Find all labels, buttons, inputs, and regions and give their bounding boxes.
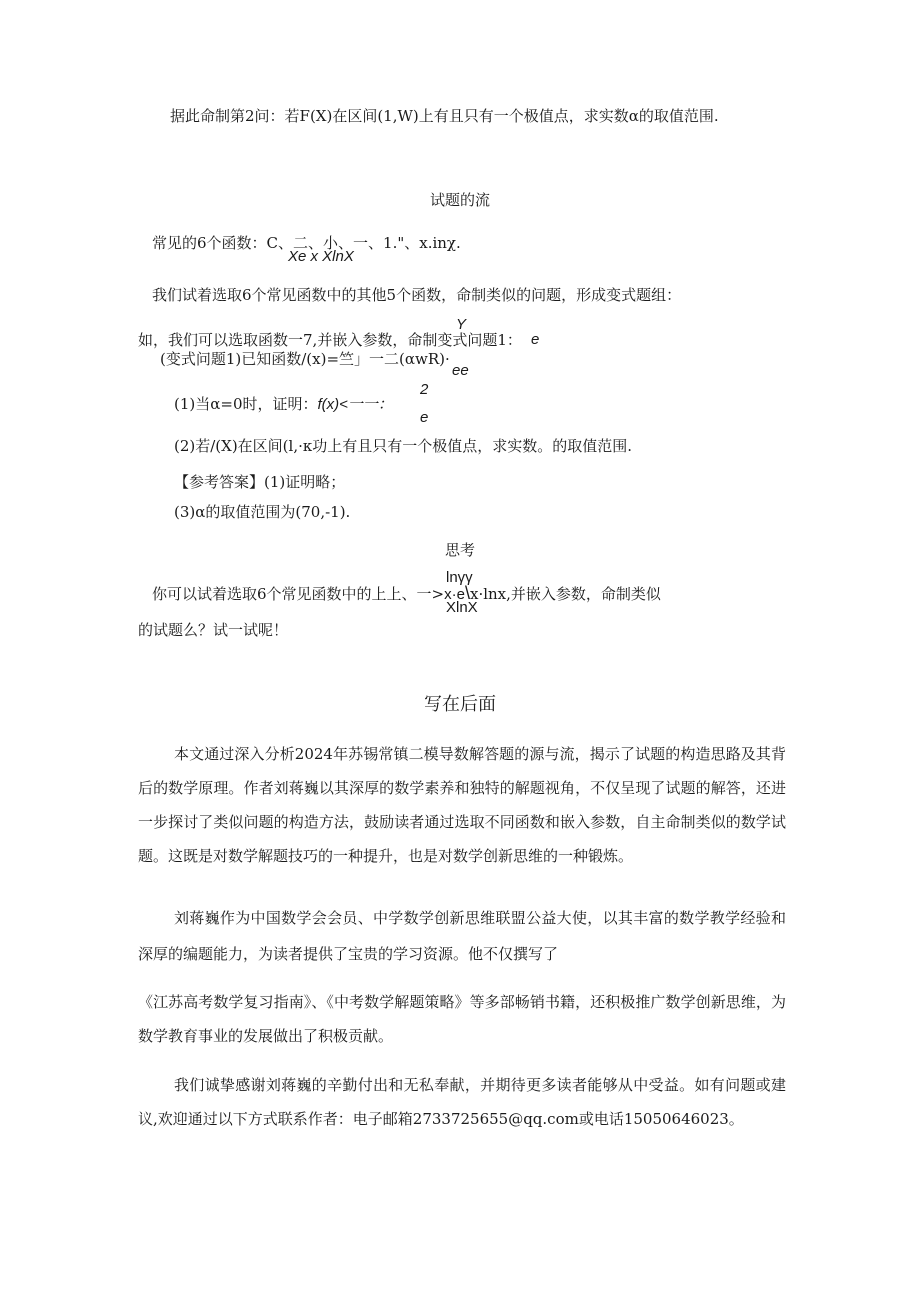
common-functions-denominators: Xe x XlnX — [288, 248, 354, 265]
fraction-numerator: 2 — [420, 381, 429, 398]
afterword-paragraph-2-cont — [138, 985, 786, 1053]
example-fraction-numerator: Y — [456, 316, 467, 333]
afterword-title: 写在后面 — [424, 694, 496, 714]
section-title-think: 思考 — [444, 541, 475, 559]
reference-answer — [174, 472, 345, 492]
section-title-flow: 试题的流 — [429, 191, 490, 209]
think-line — [152, 583, 661, 605]
answer-1: (1)证明略； — [264, 473, 346, 491]
afterword-paragraph-2b: 《江苏高考数学复习指南》、《中考数学解题策略》等多部畅销书籍，还积极推广数学创新思维，为数学教育事业的发展做出了积极贡献。 — [138, 993, 786, 1045]
think-line-2: 的试题么？试一试呢！ — [138, 621, 289, 639]
common-functions-line: 常见的6个函数：C、二、小、一、1."、x.inχ. — [152, 234, 461, 252]
variant-question-1: (变式问题1)已知函数/(x)=竺」一二(αwR)· — [160, 350, 450, 368]
part-2: (2)若/(X)在区间(l,·κ功上有且只有一个极值点，求实数。的取值范围. — [174, 437, 633, 455]
think-numerator: lnγγ — [446, 569, 473, 586]
part-1 — [174, 394, 393, 415]
example-line: 如，我们可以选取函数一7,并嵌入参数，命制变式问题1： — [138, 331, 522, 349]
part-1-text: (1)当α=0时，证明： — [174, 395, 318, 413]
think-text-a: 你可以试着选取6个常见函数中的上上、一> — [152, 585, 445, 603]
afterword-paragraph-1-text: 本文通过深入分析2024年苏锡常镇二模导数解答题的源与流，揭示了试题的构造思路及其背后的数学原理。作者刘蒋巍以其深厚的数学素养和独特的解题视角，不仅呈现了试题的解答，还进一步探讨了类似问题的构造方法，鼓励读者通过选取不同函数和嵌入参数，自主命制类似的数学试题。这既是对数学解题技巧的一种提升，也是对数学创新思维的一种锻炼。 — [138, 745, 786, 865]
think-backslash: \ — [464, 583, 470, 603]
answer-3: (3)α的取值范围为(70,-1). — [174, 503, 351, 521]
afterword-paragraph-2 — [138, 900, 786, 972]
think-text-b: x·lnx,并嵌入参数，命制类似 — [469, 585, 661, 603]
part-1-inequality: f(x)<一一： — [317, 396, 393, 413]
think-denominator: XlnX — [446, 599, 478, 616]
fraction-denominator: e — [420, 409, 429, 426]
afterword-paragraph-1 — [138, 737, 786, 873]
answer-label: 【参考答案】 — [174, 473, 265, 491]
question-2-line: 据此命制第2问：若F(X)在区间(1,W)上有且只有一个极值点，求实数α的取值范围. — [170, 107, 719, 125]
example-fraction-denominator: e — [531, 331, 540, 348]
afterword-paragraph-3 — [138, 1068, 786, 1136]
variant-intro: 我们试着选取6个常见函数中的其他5个函数，命制类似的问题，形成变式题组： — [152, 286, 682, 304]
afterword-paragraph-3-text: 我们诚挚感谢刘蒋巍的辛勤付出和无私奉献，并期待更多读者能够从中受益。如有问题或建议,欢迎通过以下方式联系作者：电子邮箱2733725655@qq.com或电话15050646023。 — [138, 1076, 786, 1128]
afterword-paragraph-2a: 刘蒋巍作为中国数学会会员、中学数学创新思维联盟公益大使，以其丰富的数学教学经验和深厚的编题能力，为读者提供了宝贵的学习资源。他不仅撰写了 — [138, 909, 786, 963]
think-xe: x·e — [444, 586, 465, 603]
variant-ee: ee — [452, 362, 469, 379]
